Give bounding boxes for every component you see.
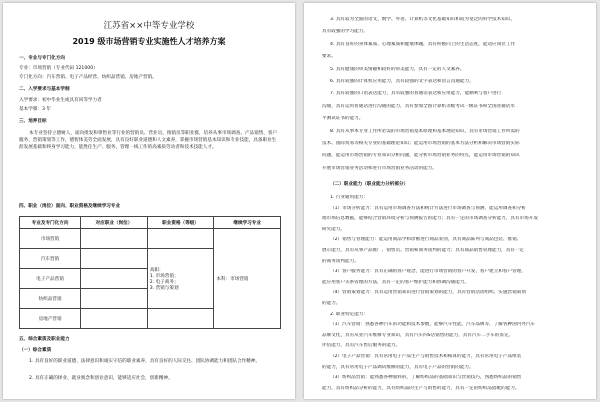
text-line: 要求。 [322, 54, 336, 60]
text-line: （1）市场分析能力：具有运用市场调查方法和统计方法进行市场调查与预测，能运用调查和分析 [330, 205, 526, 211]
text-line: 4. 具有良好的身体素质、心理素质和健康体魄，具有积极向上的生活态度，能适应岗位工作 [330, 41, 516, 47]
text-line: 评估能力，具有汽车售后服务的能力。 [322, 343, 401, 349]
section-5-heading: 五、综合素质及职业能力 [19, 337, 70, 342]
text-line: 的能力。 [322, 301, 341, 306]
text-line: 6. 具有较强的计算机应用能力，具有较强的文字表达和语言沟通能力。 [330, 79, 474, 84]
table-header-qualification: 职业资格（等级） [147, 217, 214, 229]
table-row-direction: 纺织品营销 [20, 289, 81, 309]
table-row-direction: 房地产营销 [20, 309, 81, 329]
text-line: 技术、国际贸易等相关专业的基础理论知识；能运用市场营销的基本方法分析和解决市场营销实际 [322, 141, 520, 146]
section-2-heading: 二、入学要求与基本学制 [19, 87, 70, 92]
quality-paragraph-1: 1. 具有良好的职业道德、法律意识和诚实守信的职业素养，具有良好的人际交往、团队协调能力和团队合作精神。 [29, 359, 260, 364]
text-line: 能应用客户关系管理的方法，具有一定的客户维护能力和协调沟通能力。 [322, 279, 470, 285]
text-line: 能力，具有纺织品分析的能力，具有纺织品的生产与销售的能力，具有一定的纺织品搭配的能力。 [322, 385, 520, 391]
document-title: 2019 级市场营销专业实施性人才培养方案 [72, 37, 226, 46]
table-row-direction: 市场营销 [20, 229, 81, 249]
section-3-heading: 三、培养目标 [19, 119, 47, 124]
major-line: 专业：市场营销（专业代码 121000） [19, 66, 98, 71]
career-table [19, 216, 281, 329]
text-line: 平测试证书的能力。 [322, 116, 364, 122]
document-page-right [304, 3, 596, 399]
text-line: （3）客户服务能力：具有正确的客户观念，能进行市场营销的客户开发、客户建立和客户管理， [330, 269, 526, 275]
text-line: 的能力，具有常用电子产品调试维修的能力，具有电子产品的营销的能力。 [322, 364, 474, 370]
admission-line: 入学要求：初中毕业生或具有同等学力者 [19, 98, 102, 103]
document-page-left [3, 3, 295, 399]
text-line: （3）纺织品营销：能熟悉各种面料的，了解纺织品的基础知识与营销技巧，熟悉纺织品的销售 [330, 375, 522, 381]
subsection-2-heading: （二）职业能力（职业能力分析部分） [330, 182, 409, 187]
table-row-direction: 汽车营销 [20, 249, 81, 269]
text-line: 5. 具有健康的审美情趣和较好的审美能力，具有一定的人文素养。 [330, 66, 465, 72]
quality-paragraph-2: 2. 具有正确的择业、就业观念和创业意识，能够适应社会，创新精神。 [29, 376, 173, 381]
subsection-1-heading: （一）综合素质 [19, 348, 52, 353]
text-line: 具有较强的学习能力。 [322, 29, 368, 35]
text-line: 7. 具有较强的口语表达能力，具有较强的普通话表达和应用能力，能顺利与客户进行 [330, 91, 502, 97]
text-line: 1. 行业通用能力： [330, 195, 369, 200]
text-line: 展示能力，具有从事产品推广、销售员、营销和商务谈判的能力；具有商品销售管理能力，具有一定 [322, 248, 525, 253]
objective-paragraph: 本专业坚持立德树人，面向批发和零售业等行业的营销员、营业员、推销员等职业群，培养从事市场调查、产品销售、客户服务、营销策划等工作，德智体美劳全面发展，具有良好职业道德和人文素养，掌握市场营销基本知识和专业技能，具备职业生涯发展基础和终身学习能力，能胜任生产、服务、管理一线工作的高素质劳动者和技术技能人才。 [19, 131, 278, 150]
text-line: 研究能力。 [322, 226, 345, 232]
further-study-cell: 本科：市场营销 [214, 229, 281, 329]
text-line: 问题，能运用市场营销的专业知识分析问题，能分析市场营销业务的特点，能运用市场营销的知识 [322, 153, 520, 159]
school-name: 江苏省××中等专业学校 [103, 21, 195, 31]
vocational-college-cell: 高职： 1. 市场营销； 2. 电子商务； 3. 营销与策划 [147, 249, 214, 309]
text-line: 沟通，具有运用普通话进行沟通的能力，具有参加全国计算机等级考试一级证书和全国普通话水 [322, 103, 515, 109]
section-4-heading: 四、职业（岗位）面向、职业资格及继续学习专业 [19, 204, 121, 209]
text-line: （2）销售与管理能力：能运用商品学和诊断进行商品鉴别，具有商品陈列与商品包装、推销、 [330, 237, 522, 243]
section-1-heading: 一、专业与专门化方向 [19, 56, 65, 61]
table-header-further-study: 继续学习专业 [214, 217, 281, 229]
text-line: （2）电子产品营销：具有常用电子产品生产与销售技术和核算的能力，具有常用电子产品组装 [330, 354, 522, 359]
text-line: 的商务谈判能力。 [322, 258, 359, 264]
text-line: 理市场信息数据，能够结合营销环境分析与预测报告的能力；具有一定的市场调查分析能力，具有市场开发 [322, 216, 538, 222]
text-line: 品牌文化，具有从业汽车维修专业知识，具有汽车四S店销售的能力，具有汽车二手车的鉴定、 [322, 332, 514, 338]
text-line: （4）营销策划能力：具有运用营销知识进行营销策划的能力，具有营销活动组织、实施营销策划 [330, 290, 526, 296]
table-header-direction: 专业及专门化方向 [20, 217, 81, 229]
specialization-line: 专门化方向：汽车营销、电子产品经营、纺织品营销、房地产营销。 [19, 75, 157, 80]
duration-line: 基本学制：3 年 [19, 107, 51, 112]
table-row-direction: 电子产品营销 [20, 269, 81, 289]
text-line: 8. 具有从事本专业工作所必需的市场营销基本原理和基本理论知识，具有市场营销工作所需的 [330, 128, 520, 134]
text-line: 开展市场营销业务活动和进行市场营销业务活动的能力。 [322, 165, 437, 171]
text-line: 2. 职业特定能力： [330, 311, 369, 317]
table-header-job: 对应职业（岗位） [81, 217, 148, 229]
text-line: （1）汽车营销：熟悉各种汽车的功能和技术参数，能够汽车性能、汽车品牌等，了解各种国内外汽车 [330, 322, 536, 328]
text-line: 3. 具有较为全面的语文、数学、外语、计算机等文化基础知识和较为宽泛的科学技术知识， [330, 17, 516, 22]
